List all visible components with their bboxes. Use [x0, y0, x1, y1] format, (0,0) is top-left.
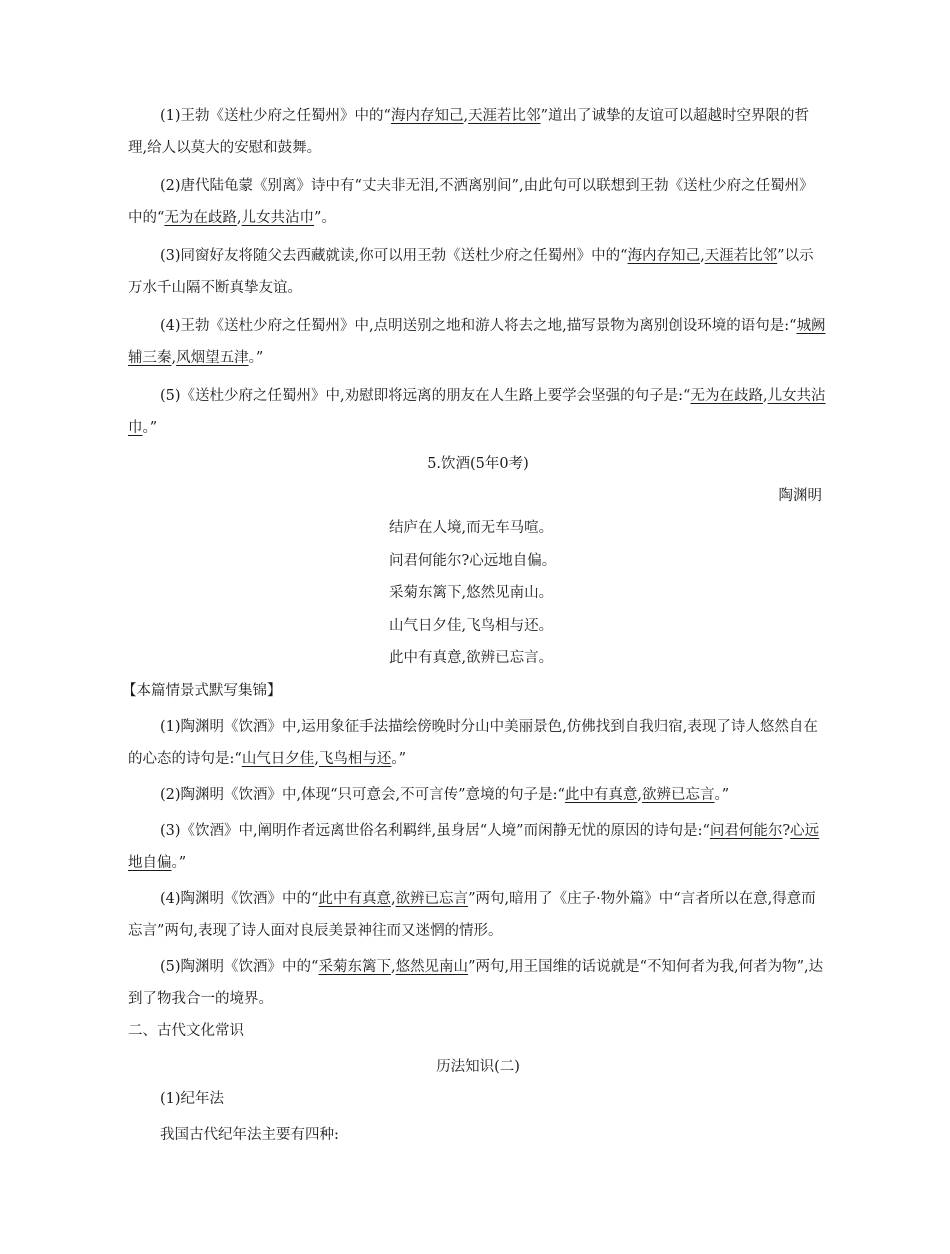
section-2 — [122, 675, 828, 1015]
item-2-1: (1)陶渊明《饮酒》中,运用象征手法描绘傍晚时分山中美丽景色,仿佛找到自我归宿,表现了诗人悠然自在的心态的诗句是:“山气日夕佳,飞鸟相与还。” — [128, 718, 818, 767]
section-2-heading: 【本篇情景式默写集锦】 — [122, 682, 282, 699]
item-1-1: (1)王勃《送杜少府之任蜀州》中的“海内存知己,天涯若比邻”道出了诚挚的友谊可以超越时空界限的哲理,给人以莫大的安慰和鼓舞。 — [128, 108, 809, 156]
poem-line: 此中有真意,欲辨已忘言。 — [389, 650, 554, 666]
culture-heading: 二、古代文化常识 — [128, 1022, 244, 1039]
document-page — [122, 100, 828, 1151]
poem-line: 结庐在人境,而无车马喧。 — [389, 520, 554, 536]
poem-line: 问君何能尔?心远地自偏。 — [389, 552, 557, 569]
culture-text: 我国古代纪年法主要有四种: — [160, 1126, 339, 1143]
item-2-3: (3)《饮酒》中,阐明作者远离世俗名利羁绊,虽身居“人境”而闲静无忧的原因的诗句是:“问君何能尔?心远地自偏。” — [128, 822, 820, 871]
poem-line: 山气日夕佳,飞鸟相与还。 — [389, 617, 554, 634]
item-1-3: (3)同窗好友将随父去西藏就读,你可以用王勃《送杜少府之任蜀州》中的“海内存知己,天涯若比邻”以示万水千山隔不断真挚友谊。 — [128, 248, 814, 296]
culture-subheading: (1)纪年法 — [160, 1090, 225, 1107]
item-1-2: (2)唐代陆龟蒙《别离》诗中有“丈夫非无泪,不洒离别间”,由此句可以联想到王勃《送杜少府之任蜀州》中的“无为在歧路,儿女共沾巾”。 — [128, 178, 814, 226]
poem-body — [389, 512, 669, 675]
poem-author: 陶渊明 — [778, 488, 822, 504]
section-1 — [128, 100, 828, 444]
item-1-5: (5)《送杜少府之任蜀州》中,劝慰即将远离的朋友在人生路上要学会坚强的句子是:“无为在歧路,儿女共沾巾。” — [128, 388, 826, 436]
culture-title: 历法知识(二) — [436, 1058, 520, 1075]
poem-line: 采菊东篱下,悠然见南山。 — [389, 585, 554, 601]
item-2-2: (2)陶渊明《饮酒》中,体现“只可意会,不可言传”意境的句子是:“此中有真意,欲辨已忘言。” — [160, 786, 730, 803]
culture-section — [128, 1015, 828, 1151]
item-2-5: (5)陶渊明《饮酒》中的“采菊东篱下,悠然见南山”两句,用王国维的话说就是“不知何者为我,何者为物”,达到了物我合一的境界。 — [128, 958, 824, 1007]
item-2-4: (4)陶渊明《饮酒》中的“此中有真意,欲辨已忘言”两句,暗用了《庄子·物外篇》中“言者所以在意,得意而忘言”两句,表现了诗人面对良辰美景神往而又迷惘的情形。 — [128, 890, 816, 939]
item-1-4: (4)王勃《送杜少府之任蜀州》中,点明送别之地和游人将去之地,描写景物为离别创设环境的语句是:“城阙辅三秦,风烟望五津。” — [128, 318, 826, 366]
poem-title: 5.饮酒(5年0考) — [427, 456, 529, 472]
